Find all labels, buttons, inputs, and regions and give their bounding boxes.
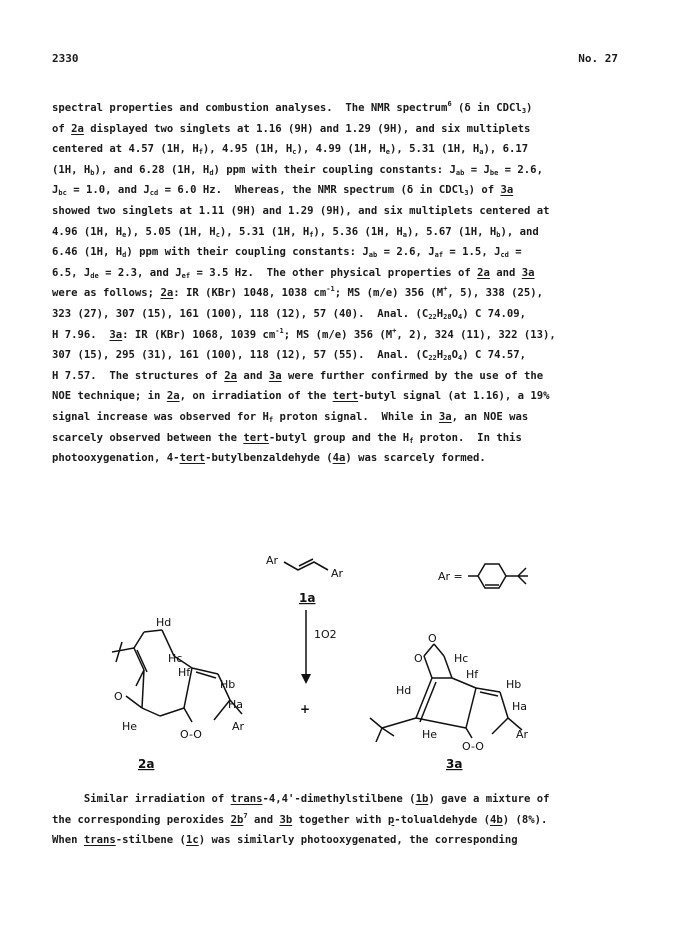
2a-o-epoxy: O [114, 690, 123, 703]
3a-ha: Ha [512, 700, 528, 713]
3a-he: He [422, 728, 438, 741]
arrow-head [301, 674, 311, 684]
body-paragraph-2: Similar irradiation of trans-4,4'-dimethylstilbene (1b) gave a mixture of the corresponding peroxides $2b^7$ and 3b together with p-tolualdehyde (4b) (8%). When trans-stilbene (1c) was similarly photooxygenated, the corresponding [52, 793, 550, 847]
tert-butylphenyl-icon [468, 564, 528, 588]
plus-sign: + [300, 702, 311, 716]
2a-peroxide: O-O [180, 728, 202, 741]
reagent-singlet-oxygen: 1O2 [314, 628, 337, 641]
2a-hd: Hd [156, 616, 172, 629]
2a-ar: Ar [232, 720, 245, 733]
product-3a-label: 3a [446, 757, 463, 771]
3a-hc: Hc [454, 652, 469, 665]
reactant-stilbene [284, 559, 328, 570]
3a-hb: Hb [506, 678, 522, 691]
product-2a-label: 2a [138, 757, 155, 771]
3a-o-top: O [428, 632, 437, 645]
3a-ar: Ar [516, 728, 529, 741]
ar-definition: Ar = [438, 570, 463, 583]
body-paragraph-1: spectral properties and combustion analyses. The NMR spectrum$^6$ (δ in CDCl$_3$) of 2a displayed two singlets at 1.16 (9H) and 1.29 (9H), and six multiplets centered at 4.57 (1H, $H_f$), 4.95 (1H, $H_c$), 4.99 (1H, $H_e$), 5.31 (1H, $H_a$), 6.17 (1H, $H_b$), and 6.28 (1H, $H_d$) ppm with their coupling constants: $J_{ab} = J_{be} = 2.6$, $J_{bc} = 1.0$, and $J_{cd} = 6.0$ Hz. Whereas, the NMR spectrum (δ in CDCl$_3$) of 3a showed two singlets at 1.11 (9H) and 1.29 (9H), and six multiplets centered at 4.96 (1H, $H_e$), 5.05 (1H, $H_c$), 5.31 (1H, $H_f$), 5.36 (1H, $H_a$), 5.67 (1H, $H_b$), and 6.46 (1H, $H_d$) ppm with their coupling constants: $J_{ab} = 2.6$, $J_{af} = 1.5$, $J_{cd}$ = 6.5, $J_{de} = 2.3$, and $J_{ef} = 3.5$ Hz. The other physical properties of 2a and 3a were as follows; 2a: IR (KBr) 1048, 1038 $cm^{-1}$; MS (m/e) 356 (M+, 5), 338 (25), 323 (27), 307 (15), 161 (100), 118 (12), 57 (40). Anal. $(C_{22}H_{28}O_4)$ C 74.09, H 7.96. 3a: IR (KBr) 1068, 1039 $cm^{-1}$; MS (m/e) 356 (M+, 2), 324 (11), 322 (13), 307 (15), 295 (31), 161 (100), 118 (12), 57 (55). Anal. $(C_{22}H_{28}O_4)$ C 74.57, H 7.57. The structures of 2a and 3a were further confirmed by the use of the NOE technique; in 2a, on irradiation of the tert-butyl signal (at 1.16), a 19% signal increase was observed for $H_f$ proton signal. While in 3a, an NOE was scarcely observed between the tert-butyl group and the $H_f$ proton. In this photooxygenation, 4-tert-butylbenzaldehyde (4a) was scarcely formed. [52, 100, 556, 465]
reactant-ar-right: Ar [331, 567, 344, 580]
3a-o-left: O [414, 652, 423, 665]
2a-hb: Hb [220, 678, 236, 691]
journal-issue: No. 27 [578, 52, 618, 65]
product-2a-structure [112, 630, 242, 722]
2a-ha: Ha [228, 698, 244, 711]
product-3a-structure [370, 644, 522, 742]
3a-hf: Hf [466, 668, 479, 681]
2a-hc: Hc [168, 652, 183, 665]
3a-hd: Hd [396, 684, 412, 697]
page-number: 2330 [52, 52, 79, 65]
reaction-scheme [52, 538, 632, 783]
reactant-ar-left: Ar [266, 554, 279, 567]
3a-peroxide: O-O [462, 740, 484, 753]
reactant-label: 1a [299, 591, 316, 605]
2a-he: He [122, 720, 138, 733]
2a-hf: Hf [178, 666, 191, 679]
